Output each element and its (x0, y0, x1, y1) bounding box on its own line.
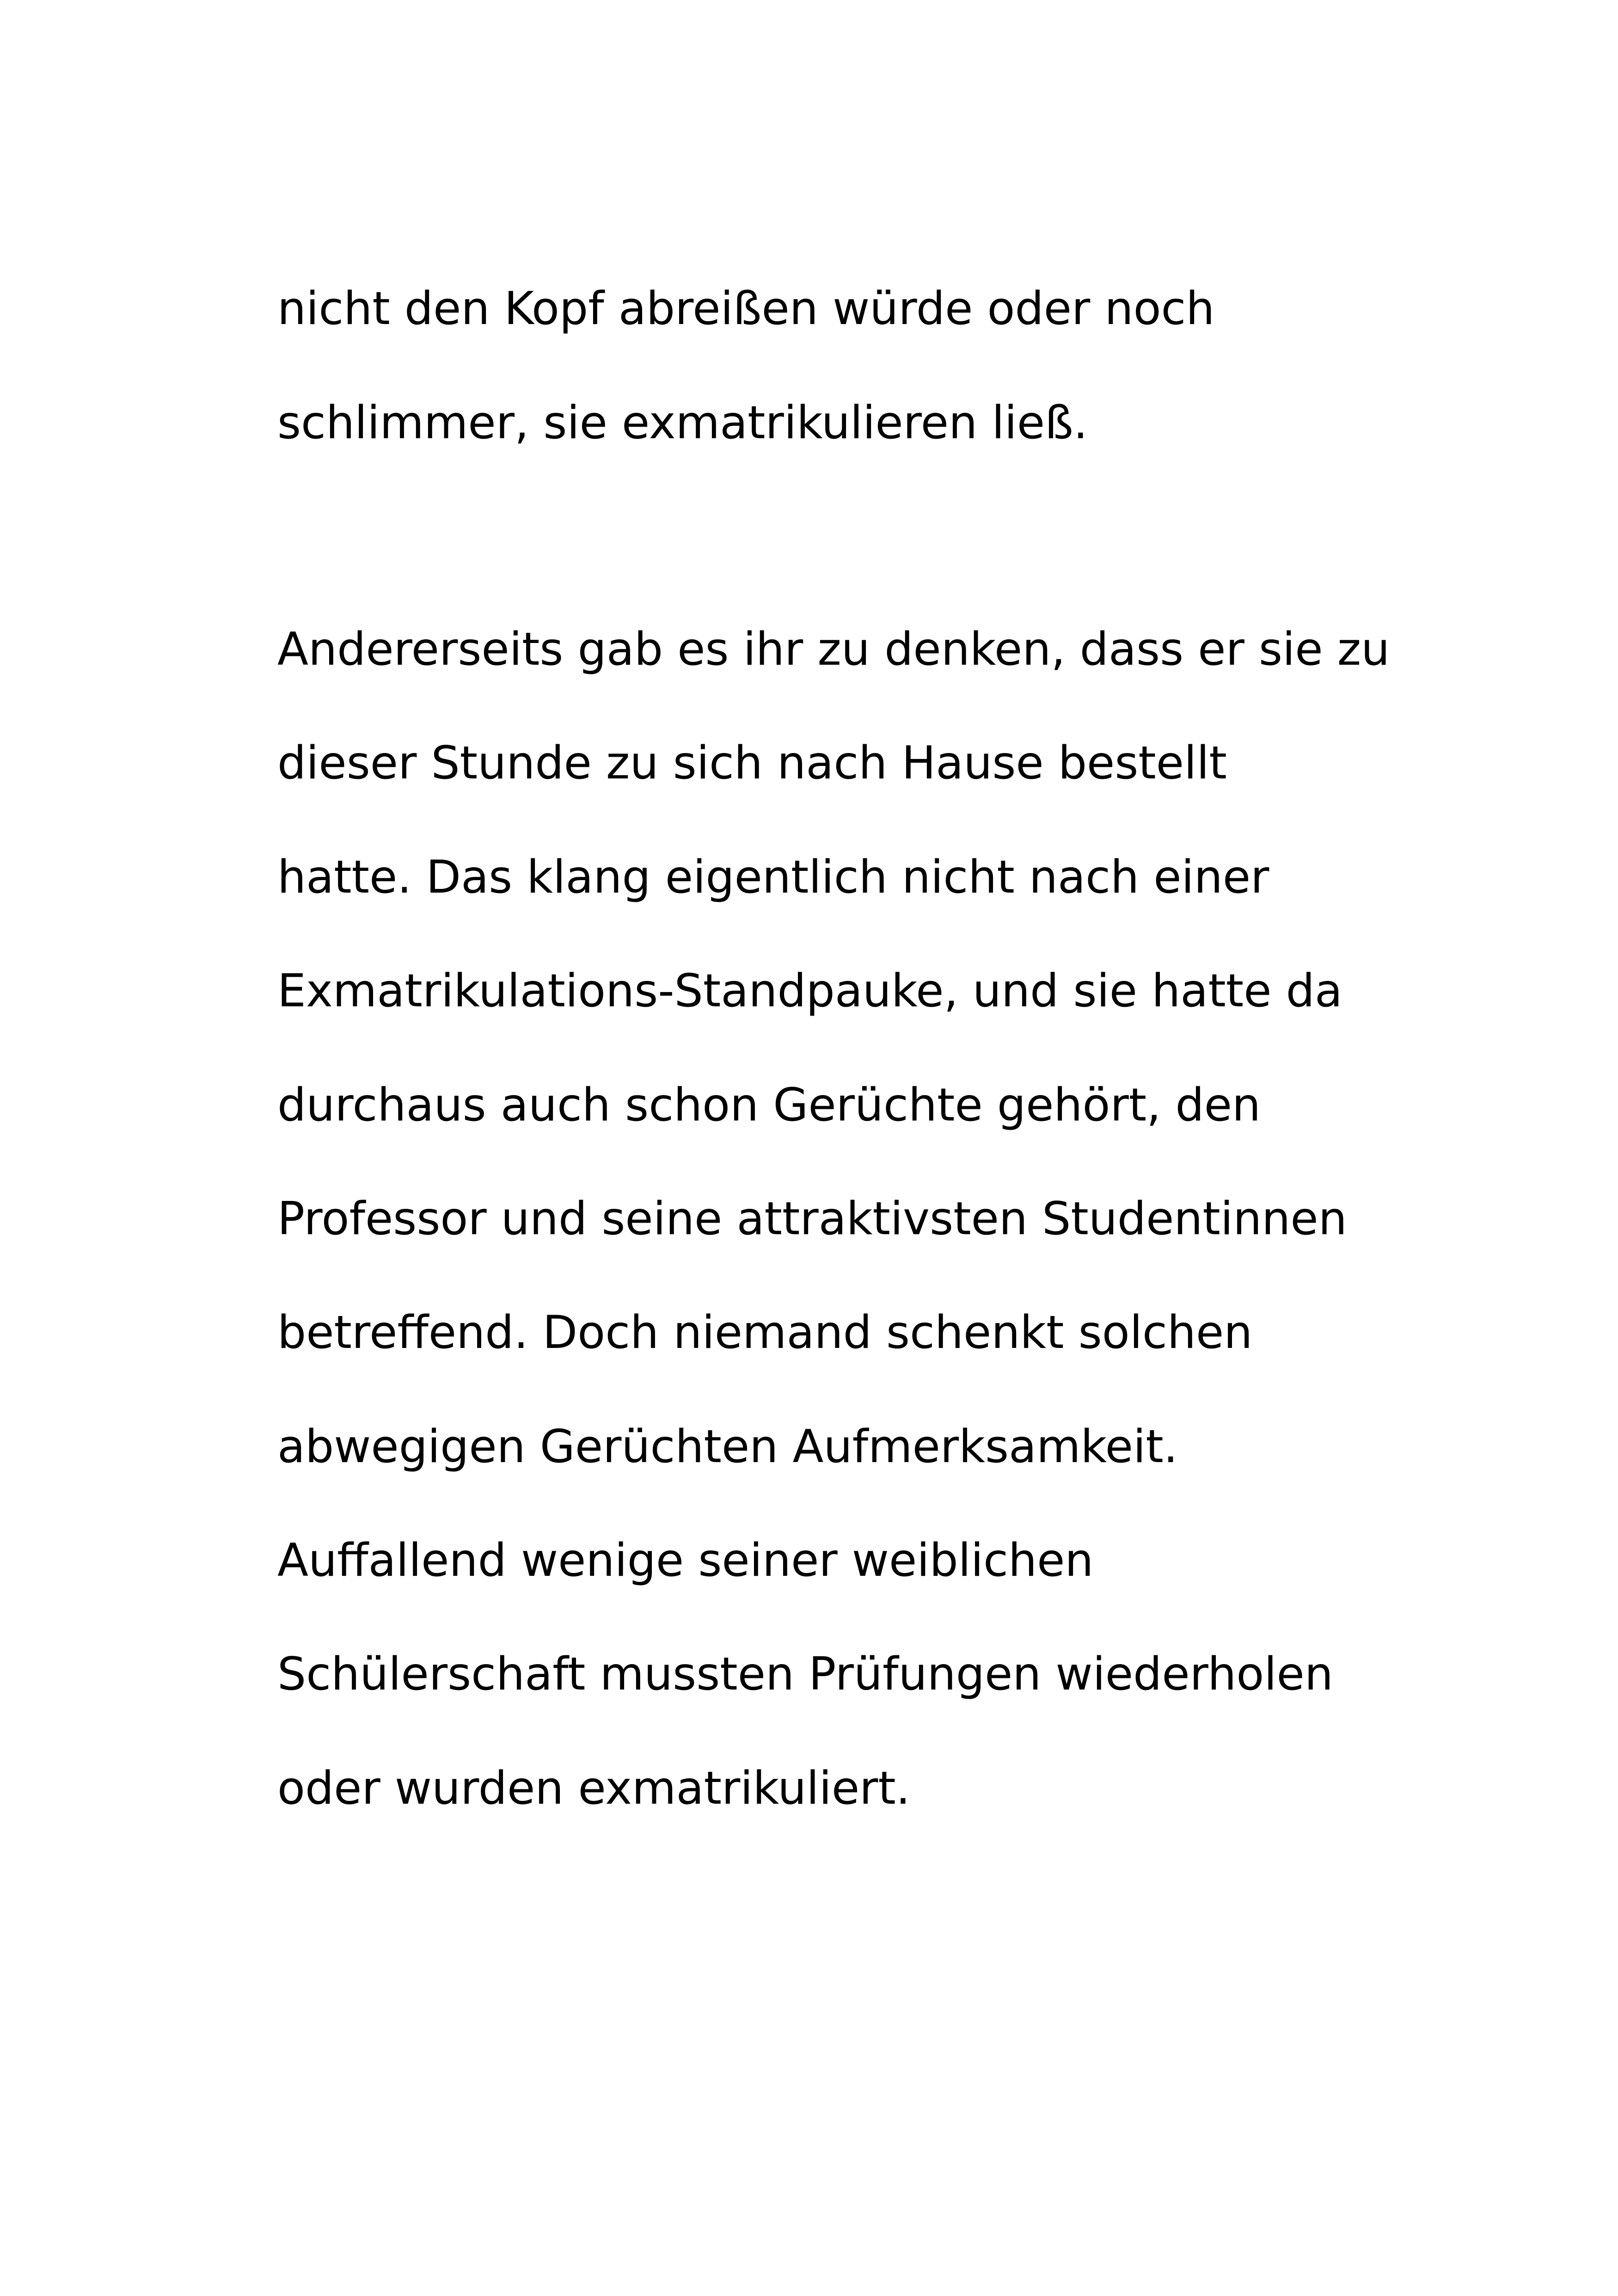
text-line: Auffallend wenige seiner weiblichen (277, 1534, 1094, 1587)
text-line: hatte. Das klang eigentlich nicht nach einer (277, 851, 1269, 904)
text-line: abwegigen Gerüchten Aufmerksamkeit. (277, 1420, 1178, 1473)
text-line: Schülerschaft mussten Prüfungen wiederholen (277, 1648, 1333, 1701)
text-line: betreffend. Doch niemand schenkt solchen (277, 1306, 1253, 1359)
text-line: oder wurden exmatrikuliert. (277, 1762, 910, 1815)
text-line: Exmatrikulations-Standpauke, und sie hatte da (277, 965, 1342, 1017)
text-line: durchaus auch schon Gerüchte gehört, den (277, 1079, 1261, 1132)
text-line: schlimmer, sie exmatrikulieren ließ. (277, 397, 1088, 449)
text-line: dieser Stunde zu sich nach Hause bestellt (277, 737, 1227, 790)
text-line: Andererseits gab es ihr zu denken, dass er sie zu (277, 623, 1390, 676)
text-line: Professor und seine attraktivsten Studentinnen (277, 1193, 1347, 1245)
text-line: nicht den Kopf abreißen würde oder noch (277, 282, 1215, 335)
